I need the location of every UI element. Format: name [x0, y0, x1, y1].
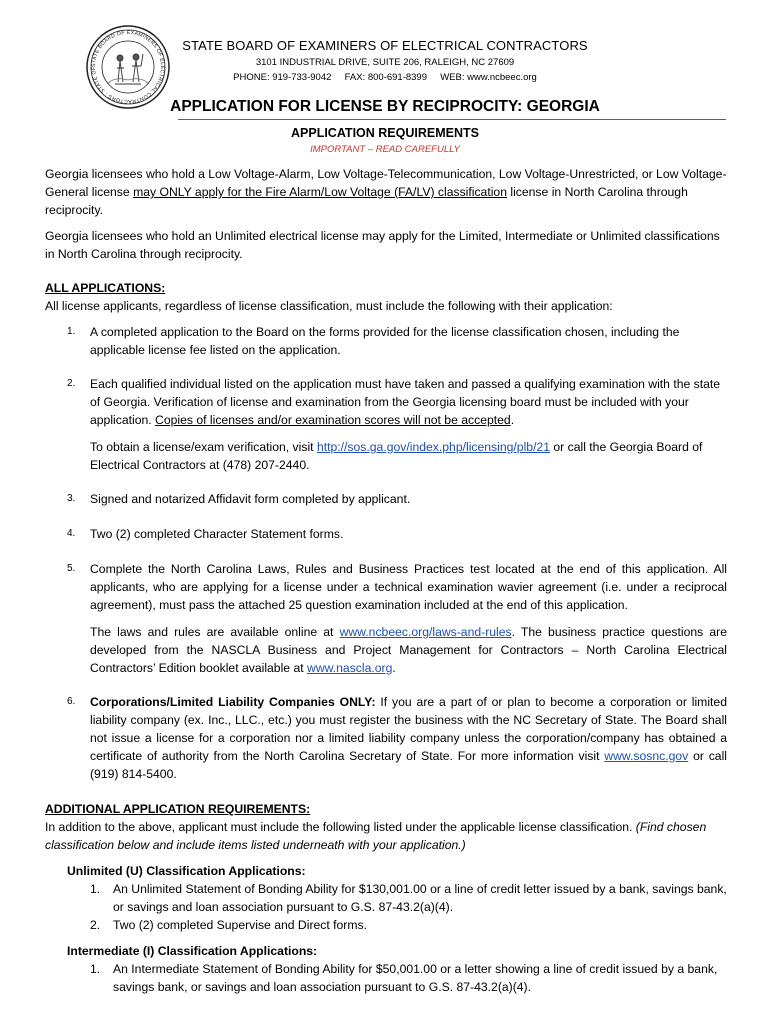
fax: FAX: 800-691-8399: [344, 72, 427, 83]
list-item: 1. A completed application to the Board on the forms provided for the license classification chosen, including the applicable license fee listed on the application.: [67, 325, 680, 357]
requirements-heading: APPLICATION REQUIREMENTS: [291, 126, 479, 140]
board-contact-line: [180, 72, 590, 83]
nascla-link[interactable]: www.nascla.org: [307, 661, 393, 675]
title-divider: [178, 119, 726, 120]
svg-text:STATE BOARD OF EXAMINERS OF EL: STATE BOARD OF EXAMINERS OF ELECTRICAL CONTRACTORS · STATE OF: [90, 29, 166, 105]
board-name: STATE BOARD OF EXAMINERS OF ELECTRICAL CONTRACTORS: [182, 38, 588, 53]
intermediate-heading: Intermediate (I) Classification Applications:: [67, 944, 318, 958]
list-item: 6. Corporations/Limited Liability Companies ONLY: If you are a part of or plan to become a corporation or limited liability company (ex. Inc., LLC., etc.) you must register the business with the NC Secretary of State. The Board shall not issue a license for a corporation nor a limited liability company unless the corporation/company has obtained a certificate of authority from the North Carolina Secretary of State. For more information visit www.sosnc.gov or call (919) 814-5400.: [67, 695, 727, 781]
unlimited-heading: Unlimited (U) Classification Applications:: [67, 864, 306, 878]
list-item: 1. An Intermediate Statement of Bonding Ability for $50,001.00 or a letter showing a line of credit issued by a bank, savings bank, or savings and loan association pursuant to G.S. 87-43.2(a)(4).: [90, 962, 718, 994]
page-title: APPLICATION FOR LICENSE BY RECIPROCITY: GEORGIA: [170, 98, 600, 115]
board-address: 3101 INDUSTRIAL DRIVE, SUITE 206, RALEIGH, NC 27609: [255, 57, 515, 68]
additional-requirements-heading: ADDITIONAL APPLICATION REQUIREMENTS:: [45, 802, 311, 816]
verification-note: To obtain a license/exam verification, visit http://sos.ga.gov/index.php/licensing/plb/21 or call the Georgia Board of Electrical Contractors at (478) 207-2440.: [90, 440, 703, 472]
laws-rules-note: The laws and rules are available online at www.ncbeec.org/laws-and-rules. The business practice questions are developed from the NASCLA Business and Project Management for Contractors – North Carolina Electrical Contractors’ Edition booklet available at www.nascla.org.: [90, 625, 727, 675]
list-item: 3. Signed and notarized Affidavit form completed by applicant.: [67, 492, 411, 506]
list-item: 2. Each qualified individual listed on the application must have taken and passed a qualifying examination with the state of Georgia. Verification of license and examination from the Georgia licensing board must be included with your application. Copies of licenses and/or examination scores will not be accepted. To obtain a license/exam verification, visit http://sos.ga.gov/index.php/licensing/plb/21 or call the Georgia Board of Electrical Contractors at (478) 207-2440.: [45, 375, 727, 474]
document-body: [45, 165, 727, 996]
all-applications-heading: ALL APPLICATIONS:: [45, 281, 166, 295]
intro-paragraph-fa-lv: Georgia licensees who hold a Low Voltage-Alarm, Low Voltage-Telecommunication, Low Voltage-Unrestricted, or Low Voltage-General license may ONLY apply for the Fire Alarm/Low Voltage (FA/LV) classification license in North Carolina through reciprocity.: [45, 167, 727, 217]
list-item: 5. Complete the North Carolina Laws, Rules and Business Practices test located at the end of this application. All applicants, who are applying for a license under a technical examination wavier agreement (i.e. under a reciprocal agreement), must pass the attached 25 question examination included at the end of this application. The laws and rules are available online at www.ncbeec.org/laws-and-rules. The business practice questions are developed from the NASCLA Business and Project Management for Contractors – North Carolina Electrical Contractors’ Edition booklet available at www.nascla.org.: [67, 562, 727, 675]
additional-requirements-lead: In addition to the above, applicant must include the following listed under the applicable license classification. (Find chosen classification below and include items listed underneath with your application.): [45, 820, 707, 852]
important-notice: IMPORTANT – READ CAREFULLY: [310, 144, 460, 155]
list-item: 1. An Unlimited Statement of Bonding Ability for $130,001.00 or a line of credit letter issued by a bank, savings bank, or savings and loan association pursuant to G.S. 87-43.2(a)(4).: [90, 882, 727, 914]
intro-paragraph-unlimited: Georgia licensees who hold an Unlimited electrical license may apply for the Limited, Intermediate or Unlimited classifications in North Carolina through reciprocity.: [45, 229, 720, 261]
all-applications-lead: All license applicants, regardless of license classification, must include the following with their application:: [45, 299, 613, 313]
letterhead: [180, 38, 590, 83]
georgia-sos-link[interactable]: http://sos.ga.gov/index.php/licensing/plb/21: [316, 440, 551, 454]
website: WEB: www.ncbeec.org: [440, 72, 537, 83]
laws-rules-link[interactable]: www.ncbeec.org/laws-and-rules: [339, 625, 512, 639]
list-item: 4. Two (2) completed Character Statement forms.: [67, 527, 344, 541]
list-item: 2. Two (2) completed Supervise and Direct forms.: [90, 918, 368, 932]
phone: PHONE: 919-733-9042: [233, 72, 332, 83]
sosnc-link[interactable]: www.sosnc.gov: [604, 749, 689, 763]
